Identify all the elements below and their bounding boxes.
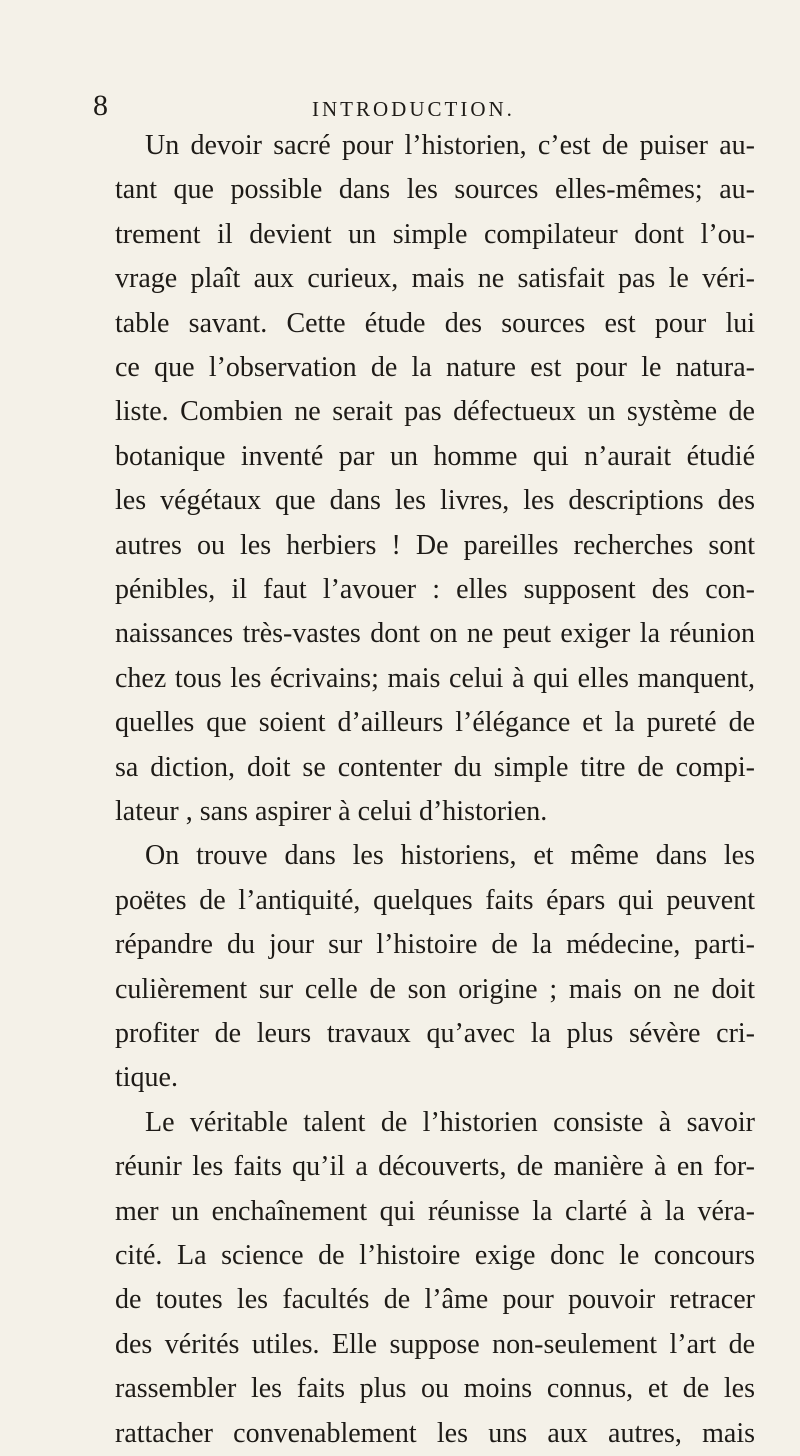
page-number: 8 bbox=[93, 89, 108, 122]
text-line: mer un enchaînement qui réunisse la clarté à la véra- bbox=[115, 1195, 755, 1227]
text-line: botanique inventé par un homme qui n’aurait étudié bbox=[115, 440, 755, 472]
text-line: Un devoir sacré pour l’historien, c’est de puiser au- bbox=[145, 130, 755, 161]
page-header bbox=[0, 88, 800, 124]
text-line: On trouve dans les historiens, et même dans les bbox=[145, 840, 755, 872]
text-line: Le véritable talent de l’historien consiste à savoir bbox=[145, 1106, 755, 1138]
text-line: tant que possible dans les sources elles-mêmes; au- bbox=[115, 174, 755, 206]
text-line: réunir les faits qu’il a découverts, de manière à en for- bbox=[115, 1151, 755, 1183]
text-line: liste. Combien ne serait pas défectueux un système de bbox=[115, 396, 755, 428]
text-line: trement il devient un simple compilateur dont l’ou- bbox=[115, 218, 755, 250]
text-line: table savant. Cette étude des sources est pour lui bbox=[115, 307, 755, 339]
text-line: quelles que soient d’ailleurs l’élégance et la pureté de bbox=[115, 707, 755, 739]
text-line: chez tous les écrivains; mais celui à qui elles manquent, bbox=[115, 662, 755, 694]
text-line: tique. bbox=[115, 1062, 178, 1094]
text-line: ce que l’observation de la nature est pour le natura- bbox=[115, 352, 755, 383]
text-line: les végétaux que dans les livres, les descriptions des bbox=[115, 485, 755, 517]
text-line: de toutes les facultés de l’âme pour pouvoir retracer bbox=[115, 1284, 755, 1316]
text-line: profiter de leurs travaux qu’avec la plus sévère cri- bbox=[115, 1018, 755, 1049]
text-line: vrage plaît aux curieux, mais ne satisfait pas le véri- bbox=[115, 263, 755, 295]
text-line: poëtes de l’antiquité, quelques faits épars qui peuvent bbox=[115, 884, 755, 916]
text-line: autres ou les herbiers ! De pareilles recherches sont bbox=[115, 529, 755, 561]
text-line: pénibles, il faut l’avouer : elles supposent des con- bbox=[115, 574, 755, 605]
text-line: cité. La science de l’histoire exige donc le concours bbox=[115, 1240, 755, 1271]
text-line: rassembler les faits plus ou moins connus, et de les bbox=[115, 1373, 755, 1405]
text-line: lateur , sans aspirer à celui d’historien. bbox=[115, 796, 548, 827]
text-line: des vérités utiles. Elle suppose non-seulement l’art de bbox=[115, 1328, 755, 1360]
text-line: culièrement sur celle de son origine ; mais on ne doit bbox=[115, 973, 755, 1005]
text-line: rattacher convenablement les uns aux autres, mais bbox=[115, 1417, 755, 1449]
text-line: naissances très-vastes dont on ne peut exiger la réunion bbox=[115, 618, 755, 650]
text-line: sa diction, doit se contenter du simple titre de compi- bbox=[115, 751, 755, 783]
running-title: INTRODUCTION. bbox=[312, 97, 515, 121]
text-line: répandre du jour sur l’histoire de la médecine, parti- bbox=[115, 929, 755, 961]
